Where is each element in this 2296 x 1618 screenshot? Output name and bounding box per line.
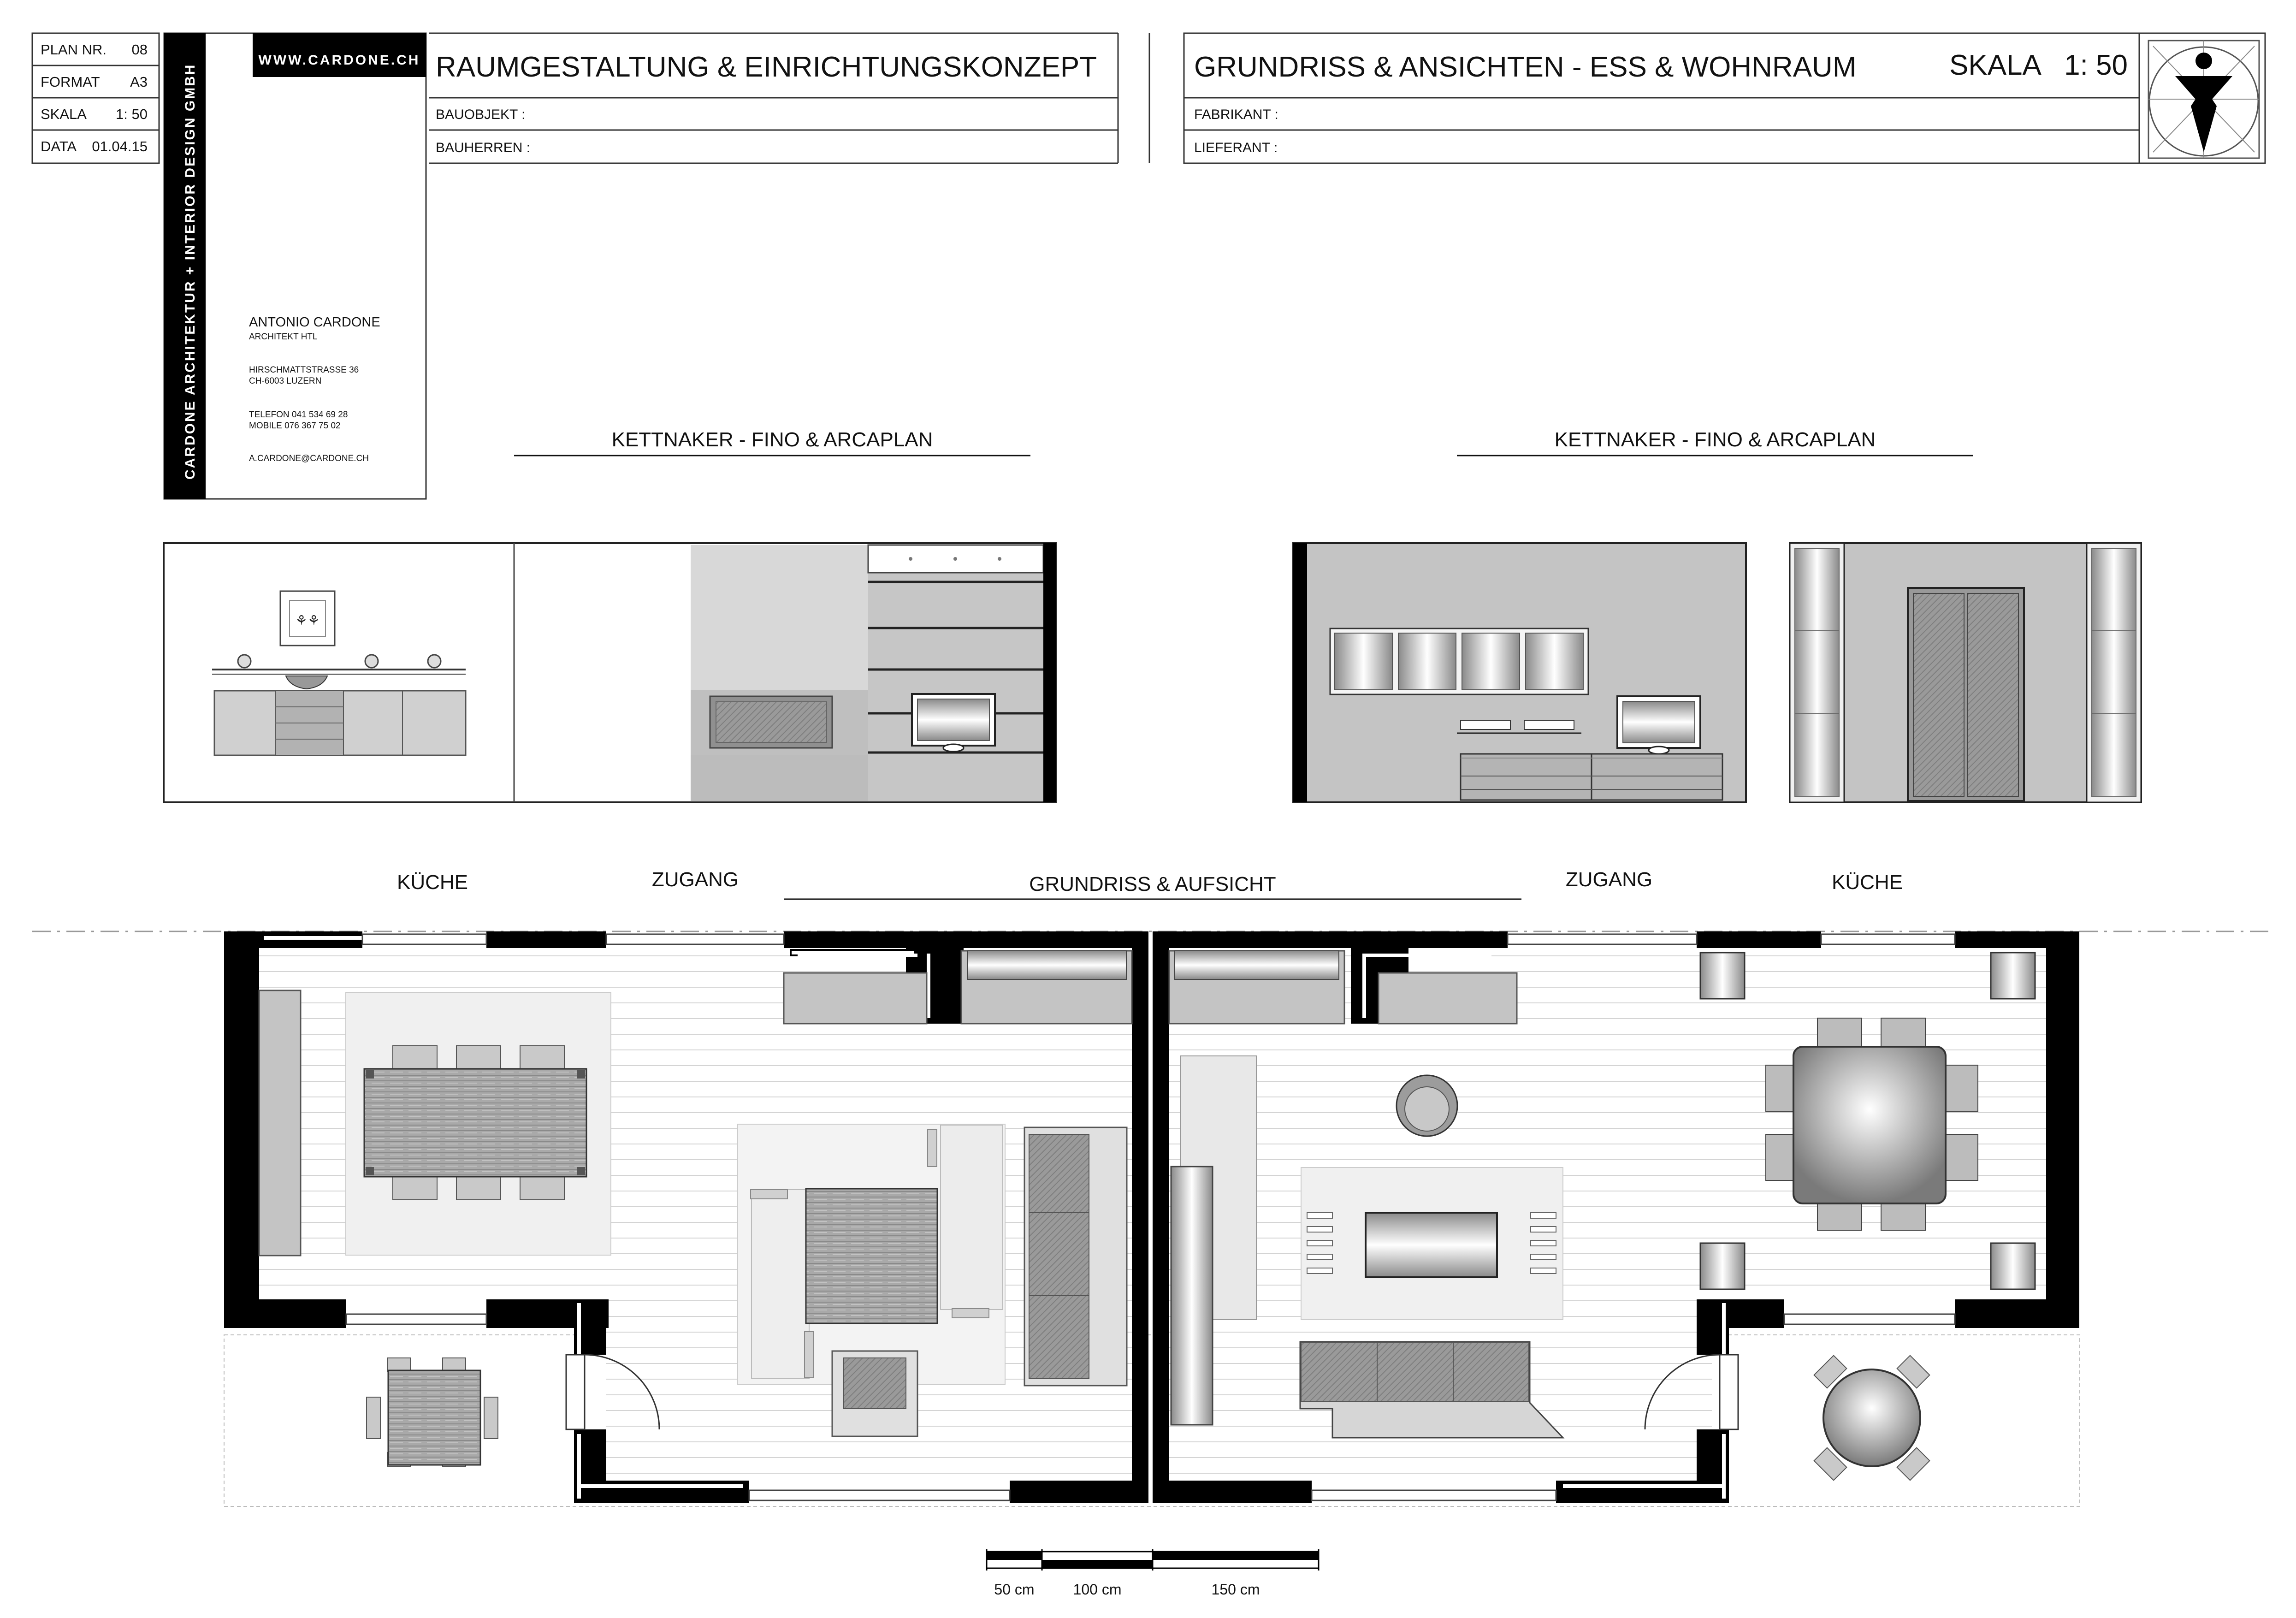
project-block xyxy=(429,33,1118,163)
company-vertical-name: CARDONE ARCHITEKTUR + INTERIOR DESIGN GMBH xyxy=(183,63,198,480)
kitchen-counter-left xyxy=(259,990,301,1256)
right-elevation-heading: KETTNAKER - FINO & ARCAPLAN xyxy=(1554,428,1876,451)
armchair-round xyxy=(1397,1075,1457,1136)
company-address-1: HIRSCHMATTSTRASSE 36 xyxy=(249,365,359,375)
sofa-right xyxy=(1300,1342,1563,1438)
svg-text:⚘⚘: ⚘⚘ xyxy=(295,613,320,629)
floor-plan xyxy=(224,931,2080,1506)
scale-bar xyxy=(987,1549,1319,1598)
plan-nr-value: 08 xyxy=(131,41,148,58)
scale-label: SKALA xyxy=(41,106,87,122)
terrace-outline xyxy=(224,1335,2080,1506)
left-elevation-heading: KETTNAKER - FINO & ARCAPLAN xyxy=(611,428,933,451)
date-value: 01.04.15 xyxy=(92,138,148,154)
company-email[interactable]: A.CARDONE@CARDONE.CH xyxy=(249,454,369,463)
dining-table-left xyxy=(364,1046,586,1200)
right-kitchen-label: KÜCHE xyxy=(1831,871,1903,894)
drawing-block xyxy=(1184,33,2265,163)
plan-info-table xyxy=(32,33,159,163)
format-value: A3 xyxy=(130,74,148,90)
company-website[interactable]: WWW.CARDONE.CH xyxy=(258,53,420,68)
wall-unit-elevation xyxy=(691,543,1056,802)
drawing-scale-value: 1: 50 xyxy=(2064,49,2128,81)
lowboard xyxy=(1461,754,1722,800)
company-address-2: CH-6003 LUZERN xyxy=(249,376,322,386)
scale-label-100: 100 cm xyxy=(1073,1581,1122,1598)
left-elevation xyxy=(164,543,1056,802)
plan-heading: GRUNDRISS & AUFSICHT xyxy=(1029,873,1276,895)
scale-label-50: 50 cm xyxy=(994,1581,1035,1598)
left-kitchen-label: KÜCHE xyxy=(396,871,468,894)
fabrikant-label: FABRIKANT : xyxy=(1194,107,1278,122)
project-title: RAUMGESTALTUNG & EINRICHTUNGSKONZEPT xyxy=(436,51,1097,83)
company-phone: TELEFON 041 534 69 28 xyxy=(249,410,348,420)
coffee-table-right xyxy=(1301,1168,1563,1320)
right-entry-label: ZUGANG xyxy=(1565,868,1653,891)
format-label: FORMAT xyxy=(41,74,100,90)
terrace-table-right xyxy=(1814,1356,1930,1481)
scale-value: 1: 50 xyxy=(116,106,148,122)
bauobjekt-label: BAUOBJEKT : xyxy=(436,107,526,122)
company-title: ARCHITEKT HTL xyxy=(249,332,318,342)
lieferant-label: LIEFERANT : xyxy=(1194,140,1278,155)
plan-nr-label: PLAN NR. xyxy=(41,41,107,58)
date-label: DATA xyxy=(41,138,77,154)
glass-column-right xyxy=(1171,1167,1213,1425)
tv-wall-elevation xyxy=(1293,543,1746,802)
drawing-scale-label: SKALA xyxy=(1949,49,2042,81)
drawing-title: GRUNDRISS & ANSICHTEN - ESS & WOHNRAUM xyxy=(1194,51,1857,83)
left-entry-label: ZUGANG xyxy=(651,868,739,891)
vitruvian-figure-logo-icon xyxy=(2148,41,2259,158)
company-person: ANTONIO CARDONE xyxy=(249,315,380,330)
door-elevation xyxy=(1790,543,2141,802)
bauherren-label: BAUHERREN : xyxy=(436,140,531,155)
company-card xyxy=(164,33,426,499)
wall-cabinets xyxy=(1330,628,1588,694)
scale-label-150: 150 cm xyxy=(1211,1581,1260,1598)
company-mobile: MOBILE 076 367 75 02 xyxy=(249,421,341,431)
